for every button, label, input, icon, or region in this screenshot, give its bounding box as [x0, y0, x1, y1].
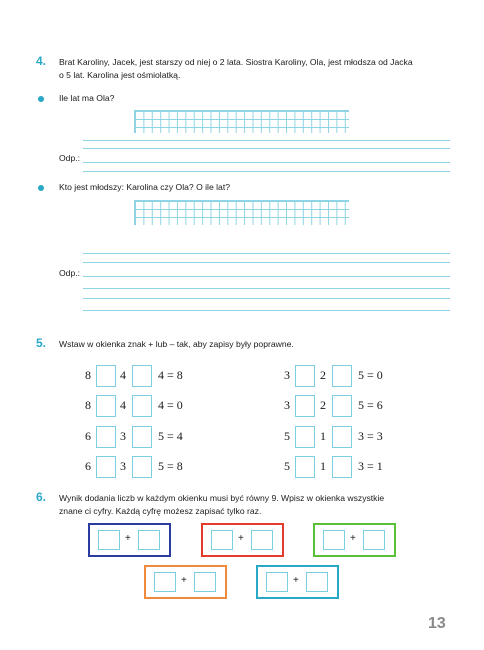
equation-rest: 3 = 3: [358, 429, 383, 443]
task-4-text-line2: o 5 lat. Karolina jest ośmiolatką.: [59, 70, 181, 80]
sum-frame-red: [201, 523, 284, 557]
writing-line: [83, 171, 450, 172]
equation-operand: 8: [85, 368, 91, 382]
digit-box[interactable]: [363, 530, 385, 550]
equation-operand: 5: [284, 459, 290, 473]
equation-rest: 5 = 4: [158, 429, 183, 443]
answer-label-1: Odp.:: [59, 153, 81, 163]
writing-line: [83, 148, 450, 149]
plus-sign: +: [293, 575, 299, 586]
equation-operand: 8: [85, 398, 91, 412]
sign-box[interactable]: [295, 365, 315, 387]
digit-box[interactable]: [154, 572, 176, 592]
equation-operand: 4: [120, 398, 126, 412]
equation-operand: 2: [320, 398, 326, 412]
plus-sign: +: [350, 533, 356, 544]
sign-box[interactable]: [96, 426, 116, 448]
equation-rest: 5 = 6: [358, 398, 383, 412]
writing-line: [83, 310, 450, 311]
digit-box[interactable]: [251, 530, 273, 550]
equation-operand: 2: [320, 368, 326, 382]
sum-frame-orange: [144, 565, 227, 599]
equation-rest: 4 = 0: [158, 398, 183, 412]
task-5-number: 5.: [36, 336, 47, 350]
task-4-text-line1: Brat Karoliny, Jacek, jest starszy od niej o 2 lata. Siostra Karoliny, Ola, jest młodsza od Jacka: [59, 57, 413, 67]
sign-box[interactable]: [132, 365, 152, 387]
equation-rest: 3 = 1: [358, 459, 383, 473]
equation-operand: 6: [85, 429, 91, 443]
bullet-icon: [38, 185, 44, 191]
sign-box[interactable]: [332, 395, 352, 417]
plus-sign: +: [181, 575, 187, 586]
sign-box[interactable]: [295, 426, 315, 448]
sign-box[interactable]: [96, 365, 116, 387]
digit-box[interactable]: [323, 530, 345, 550]
digit-box[interactable]: [306, 572, 328, 592]
equation-rest: 5 = 8: [158, 459, 183, 473]
plus-sign: +: [125, 533, 131, 544]
sum-frame-blue: [88, 523, 171, 557]
writing-line: [83, 262, 450, 263]
digit-box[interactable]: [98, 530, 120, 550]
sign-box[interactable]: [295, 395, 315, 417]
equation-rest: 4 = 8: [158, 368, 183, 382]
digit-box[interactable]: [138, 530, 160, 550]
task-6-number: 6.: [36, 490, 47, 504]
task-4-number: 4.: [36, 54, 47, 68]
task-4-question-2: Kto jest młodszy: Karolina czy Ola? O ile lat?: [59, 182, 230, 192]
sum-frame-cyan: [256, 565, 339, 599]
task-6-text-line1: Wynik dodania liczb w każdym okienku musi być równy 9. Wpisz w okienka wszystkie: [59, 493, 385, 503]
answer-line-2[interactable]: [83, 276, 450, 277]
sum-frame-green: [313, 523, 396, 557]
writing-line: [83, 140, 450, 141]
equation-operand: 3: [284, 398, 290, 412]
sign-box[interactable]: [295, 456, 315, 478]
sign-box[interactable]: [332, 456, 352, 478]
answer-label-2: Odp.:: [59, 268, 81, 278]
equation-operand: 6: [85, 459, 91, 473]
writing-line: [83, 288, 450, 289]
task-5-instruction: Wstaw w okienka znak + lub – tak, aby zapisy były poprawne.: [59, 339, 294, 349]
digit-box[interactable]: [266, 572, 288, 592]
equation-operand: 5: [284, 429, 290, 443]
bullet-icon: [38, 96, 44, 102]
task-4-question-1: Ile lat ma Ola?: [59, 93, 115, 103]
equation-operand: 3: [284, 368, 290, 382]
equation-operand: 1: [320, 429, 326, 443]
answer-line-1[interactable]: [83, 162, 450, 163]
equation-operand: 3: [120, 459, 126, 473]
digit-box[interactable]: [211, 530, 233, 550]
digit-box[interactable]: [194, 572, 216, 592]
sign-box[interactable]: [332, 426, 352, 448]
calculation-grid-2[interactable]: [134, 200, 349, 225]
equation-operand: 3: [120, 429, 126, 443]
sign-box[interactable]: [132, 456, 152, 478]
calculation-grid-1[interactable]: [134, 110, 349, 133]
equation-operand: 1: [320, 459, 326, 473]
task-6-text-line2: znane ci cyfry. Każdą cyfrę możesz zapisać tylko raz.: [59, 506, 262, 516]
sign-box[interactable]: [96, 395, 116, 417]
equation-rest: 5 = 0: [358, 368, 383, 382]
sign-box[interactable]: [96, 456, 116, 478]
page-number: 13: [428, 615, 446, 632]
writing-line: [83, 298, 450, 299]
equation-operand: 4: [120, 368, 126, 382]
writing-line: [83, 253, 450, 254]
sign-box[interactable]: [132, 426, 152, 448]
sign-box[interactable]: [332, 365, 352, 387]
plus-sign: +: [238, 533, 244, 544]
sign-box[interactable]: [132, 395, 152, 417]
